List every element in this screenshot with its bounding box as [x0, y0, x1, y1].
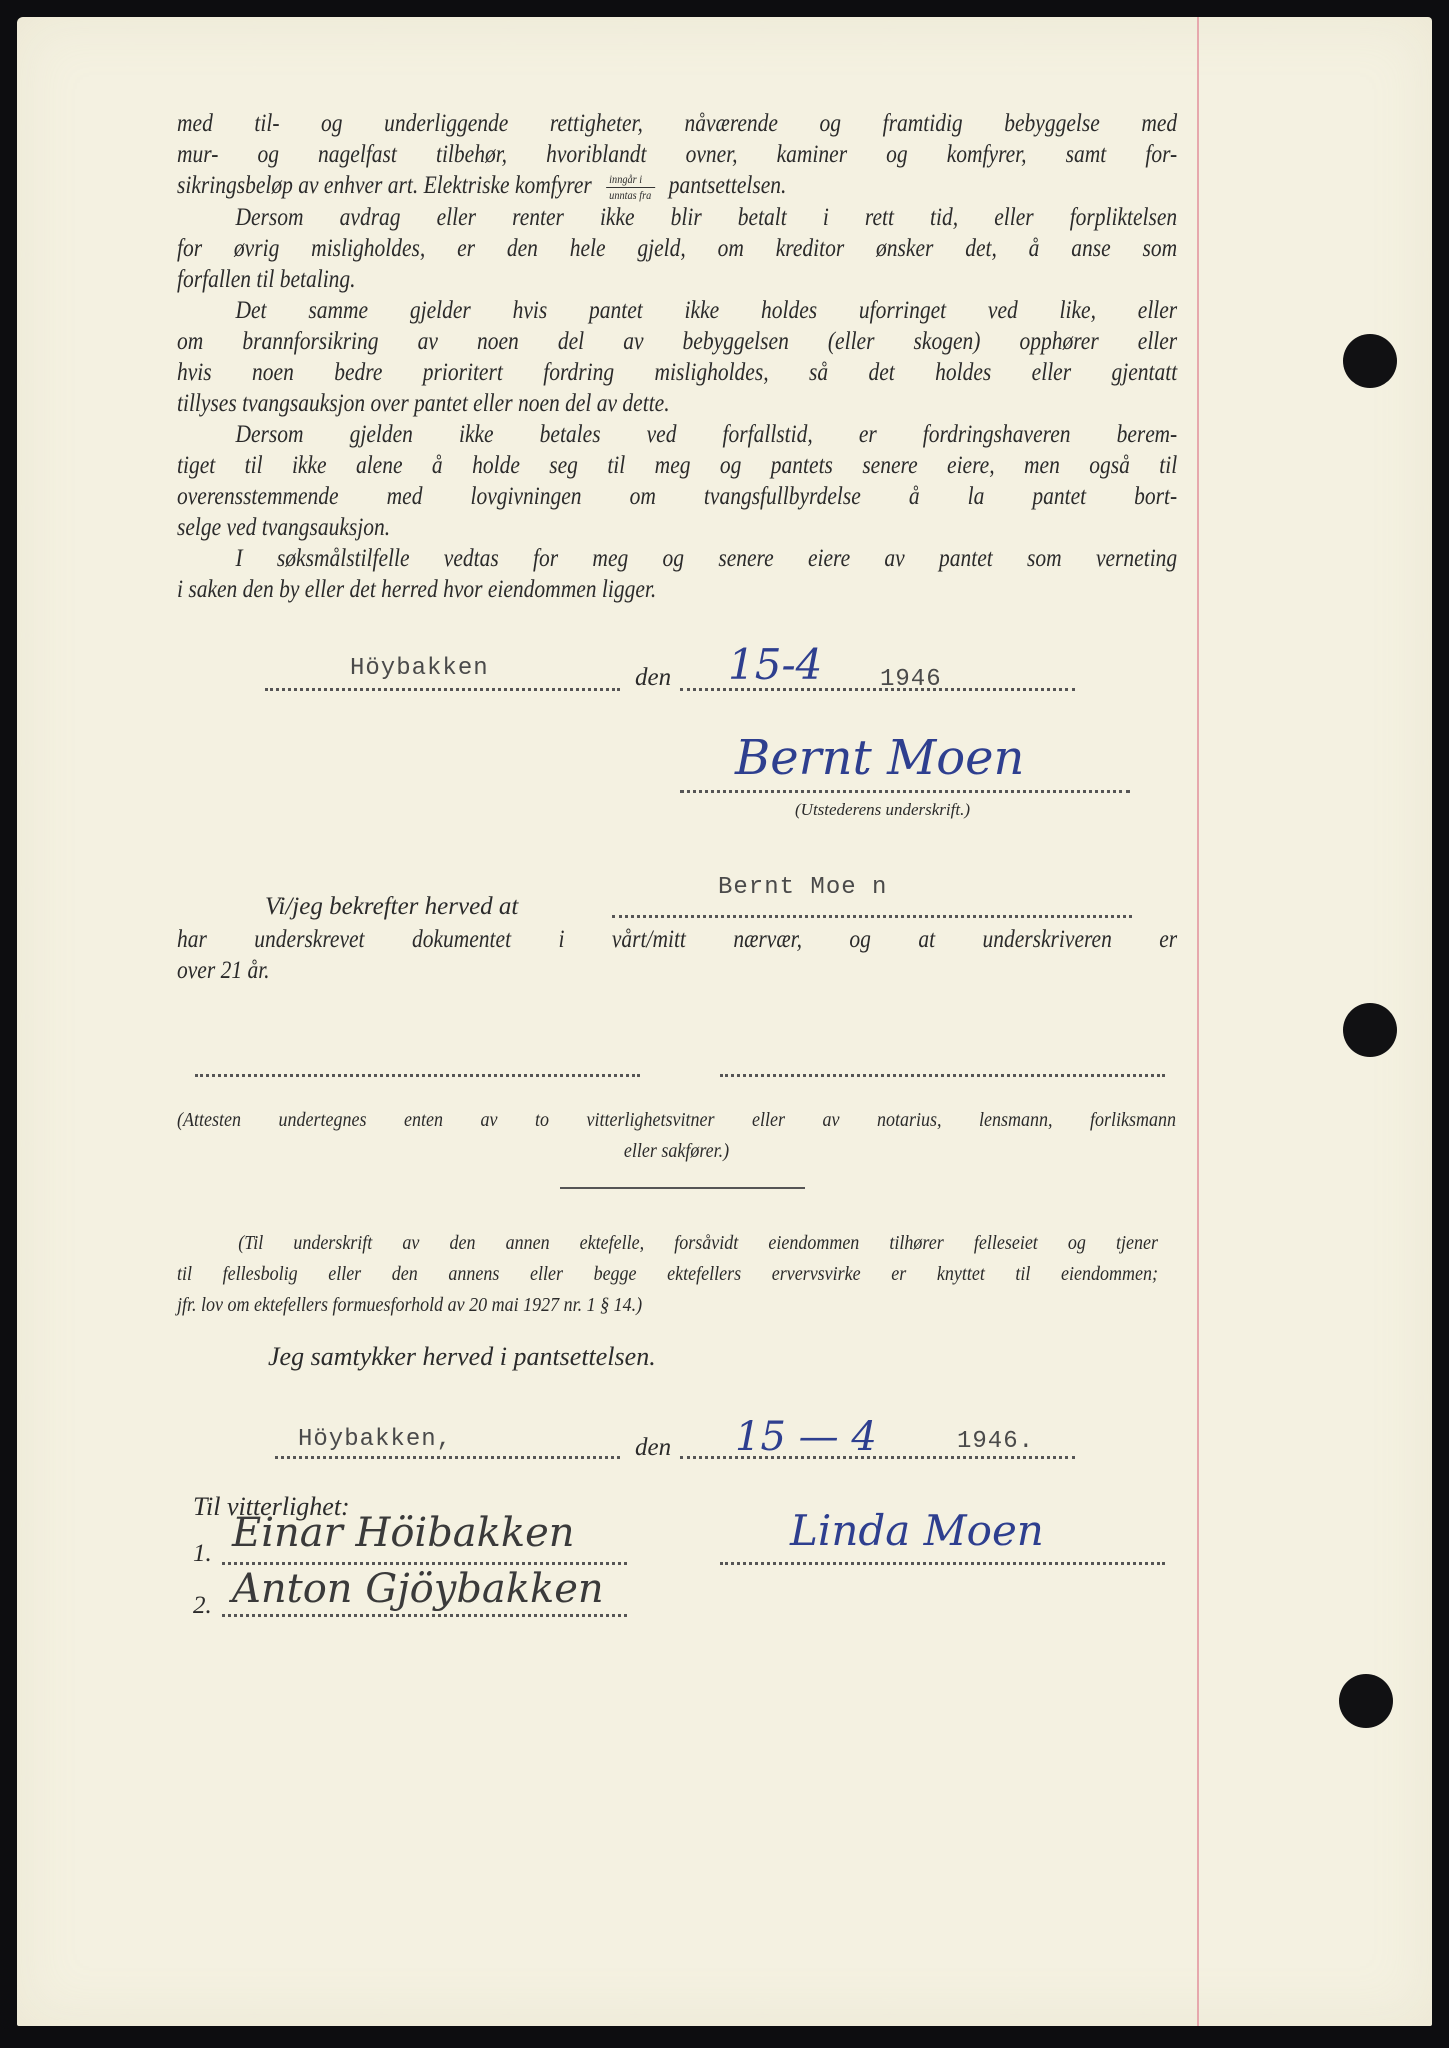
witness-1-dotted-line: [222, 1562, 627, 1565]
den-label: den: [635, 664, 672, 691]
spouse-place-dotted-line: [275, 1456, 620, 1459]
text-line: I søksmålstilfelle vedtas for meg og senere eiere av pantet som verneting: [235, 544, 1178, 572]
place-dotted-line: [265, 688, 620, 691]
witness-2-signature: Anton Gjöybakken: [232, 1566, 604, 1612]
witness-1-signature: Einar Höibakken: [232, 1510, 575, 1556]
text-line: Dersom gjelden ikke betales ved forfallstid, er fordringshaveren berет-: [235, 420, 1178, 448]
red-margin-line: [1197, 17, 1199, 2026]
section-divider: [560, 1187, 805, 1189]
witness-line-left: [195, 1074, 640, 1077]
mortgage-terms-text: [177, 108, 1177, 605]
attested-name-dotted-line: [612, 915, 1132, 918]
consent-text: Jeg samtykker herved i pantsettelsen.: [268, 1342, 656, 1371]
text-line: tillyses tvangsauksjon over pantet eller noen del av dette.: [177, 389, 670, 417]
witness-label: Til vitterlighet:: [193, 1492, 350, 1521]
date-handwritten: 15-4: [728, 640, 823, 689]
witness-line-right: [720, 1074, 1165, 1077]
text-line: hvis noen bedre prioritert fordring misligholdes, så det holdes eller gjentatt: [177, 358, 1178, 386]
text-line: mur- og nagelfast tilbehør, hvoriblandt ovner, kaminer og komfyrer, samt for-: [177, 141, 1178, 168]
spouse-date-handwritten: 15 — 4: [735, 1414, 877, 1460]
text-line: har underskrevet dokumentet i vårt/mitt nærvær, og at underskriveren er: [177, 926, 1178, 953]
text-line: tiget til ikke alene å holde seg til meg og pantets senere eiere, men også til: [177, 451, 1178, 479]
spouse-note: (Til underskrift av den annen ektefelle, forsåvidt eiendommen tilhører felleseiet og tjener til fellesbolig eller den annens eller begge ektefellers ervervsvirke er knyttet til eiendommen; jfr. lov om ektefellers formuesforhold av 20 mai 1927 nr. 1 § 14.): [177, 1232, 1158, 1316]
signature-caption: (Utstederens underskrift.): [795, 800, 971, 819]
issuer-signature: Bernt Moen: [735, 730, 1025, 786]
fraction-inngar-unntas: $\frac{\text{inngår i}}{\text{unntas fra}}$: [606, 173, 655, 202]
punch-hole-icon: [1343, 1003, 1397, 1057]
witness-2-dotted-line: [222, 1614, 627, 1617]
attestation-text: [177, 924, 1177, 986]
text-line: for øvrig misligholdes, er den hele gjeld, om kreditor ønsker det, å anse som: [177, 234, 1178, 262]
text-line: om brannforsikring av noen del av bebyggelsen (eller skogen) opphører eller: [177, 327, 1178, 355]
text-line: over 21 år.: [177, 957, 270, 984]
text-line: selge ved tvangsauksjon.: [177, 513, 391, 541]
attestation-prefix: Vi/jeg bekrefter herved at: [265, 893, 519, 920]
spouse-den-label: den: [635, 1434, 672, 1461]
attested-name-typed: Bernt Moe n: [718, 874, 888, 901]
year-typed: 1946: [880, 666, 942, 693]
signature-dotted-line: [680, 790, 1130, 793]
witness-2-number: 2.: [193, 1592, 212, 1619]
text-line: Dersom avdrag eller renter ikke blir betalt i rett tid, eller forpliktelsen: [235, 203, 1178, 231]
place-typed: Höybakken: [350, 655, 489, 682]
witness-1-number: 1.: [193, 1540, 212, 1567]
text-line: i saken den by eller det herred hvor eiendommen ligger.: [177, 575, 657, 603]
spouse-year-typed: 1946.: [957, 1428, 1035, 1455]
spouse-place-typed: Höybakken,: [298, 1426, 453, 1453]
text-line: med til- og underliggende rettigheter, nåværende og framtidig bebyggelse med: [177, 110, 1178, 137]
text-line: sikringsbeløp av enhver art. Elektriske komfyrer $\frac{\text{inngår i}}{\text{unntas fra}}$ pantsettelsen.: [177, 171, 787, 202]
text-line: forfallen til betaling.: [177, 265, 356, 293]
text-line: overensstemmende med lovgivningen om tvangsfullbyrdelse å la pantet bort-: [177, 482, 1178, 510]
punch-hole-icon: [1339, 1674, 1393, 1728]
attestation-note: (Attesten undertegnes enten av to vitterlighetsvitner eller av notarius, lensmann, forliksmann eller sakfører.): [177, 1109, 1176, 1162]
spouse-signature: Linda Moen: [790, 1506, 1044, 1555]
text-line: Det samme gjelder hvis pantet ikke holdes uforringet ved like, eller: [235, 296, 1178, 324]
spouse-signature-dotted-line: [720, 1562, 1165, 1565]
punch-hole-icon: [1343, 334, 1397, 388]
